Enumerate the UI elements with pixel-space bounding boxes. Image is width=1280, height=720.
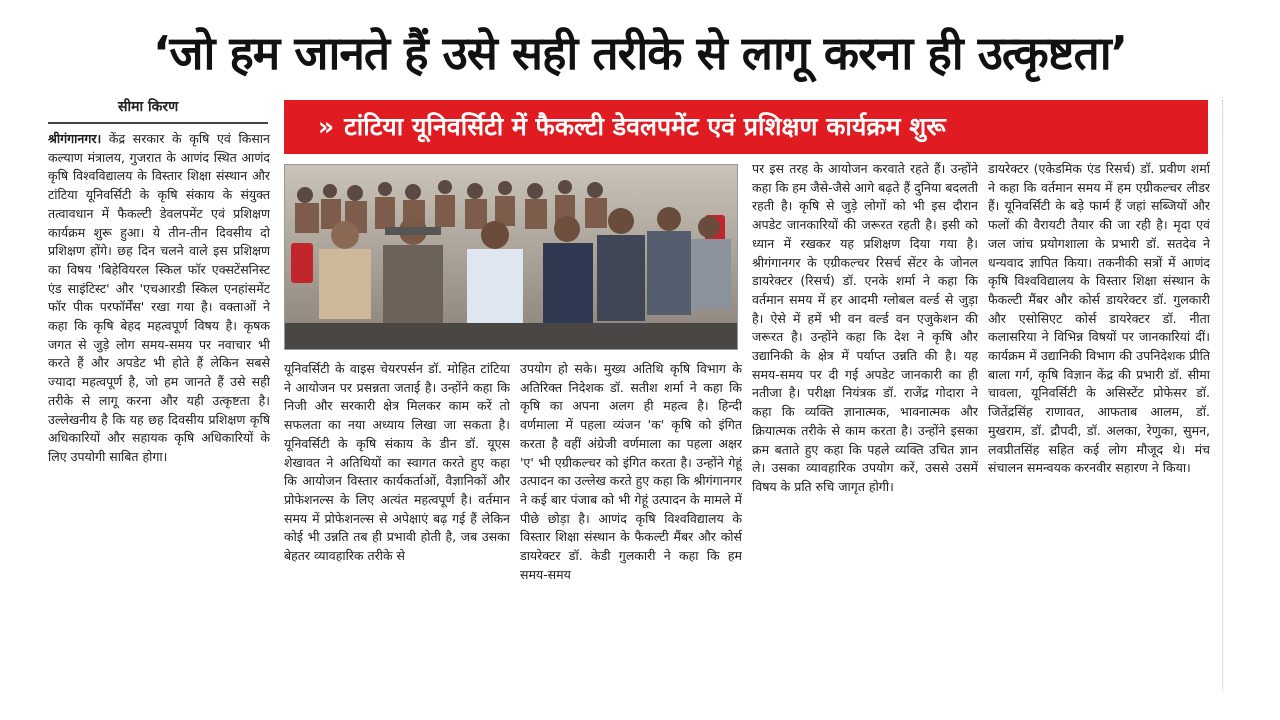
- audience-photo-icon: [285, 165, 737, 349]
- column-3-text: उपयोग हो सके। मुख्य अतिथि कृषि विभाग के अतिरिक्त निदेशक डॉ. सतीश शर्मा ने कहा कि कृषि का अपना अलग ही महत्व है। हिन्दी वर्णमाला में पहला व्यंजन 'क' कृषि को इंगित करता है वहीं अंग्रेजी वर्णमाला का पहला अक्षर 'ए' भी एग्रीकल्चर को इंगित करता है। उन्होंने गेहूं उत्पादन का उल्लेख करते हुए कहा कि श्रीगंगानगर ने कई बार पंजाब को भी गेहूं उत्पादन के मामले में पीछे छोड़ा है। आणंद कृषि विश्वविद्यालय के विस्तार शिक्षा संस्थान के फैकल्टी मैंबर और कोर्स डायरेक्टर डॉ. केडी गुलकारी ने कहा कि हम समय-समय: [520, 361, 742, 582]
- column-2-text: यूनिवर्सिटी के वाइस चेयरपर्सन डॉ. मोहित टांटिया ने आयोजन पर प्रसन्नता जताई है। उन्होंने कहा कि निजी और सरकारी क्षेत्र मिलकर काम करें तो सफलता का नया अध्याय लिखा जा सकता है। यूनिवर्सिटी के कृषि संकाय के डीन डॉ. यूएस शेखावत ने अतिथियों का स्वागत करते हुए कहा कि आयोजन विस्तार कार्यकर्ताओं, वैज्ञानिकों और प्रोफेशनल्स के लिए अत्यंत महत्वपूर्ण है। वर्तमान समय में प्रोफेशनल्स से अपेक्षाएं बढ़ गई हैं लेकिन कोई भी उन्नति तब ही प्रभावी होती है, जब उसका बेहतर व्यावहारिक तरीके से: [284, 361, 510, 564]
- byline-divider: [48, 122, 268, 124]
- article-column-1: [48, 130, 270, 692]
- column-1-text: केंद्र सरकार के कृषि एवं किसान कल्याण मंत्रालय, गुजरात के आणंद स्थित आणंद कृषि विश्वविद्यालय के विस्तार शिक्षा संस्थान और टांटिया यूनिवर्सिटी के कृषि संकाय के संयुक्त तत्वावधान में फैकल्टी डेवलपमेंट एवं प्रशिक्षण कार्यक्रम शुरू हुआ। ये तीन-तीन दिवसीय दो प्रशिक्षण होंगे। छह दिन चलने वाले इस प्रशिक्षण का विषय 'बिहेवियरल स्किल फॉर एक्सटेंसनिस्ट एंड साइंटिस्ट' और 'एचआरडी स्किल एनहांसमेंट फॉर पीक परफॉर्मेंस' रखा गया है। वक्ताओं ने कहा कि कृषि बेहद महत्वपूर्ण विषय है। कृषक जगत से जुड़े लोग समय-समय पर नवाचार भी करते हैं और अपडेट भी होते हैं लेकिन सबसे ज्यादा महत्वपूर्ण है, जो हम जानते हैं उसे सही तरीके से लागू करना और यही उत्कृष्टता है। उल्लेखनीय है कि यह छह दिवसीय प्रशिक्षण कृषि अधिकारियों और सहायक कृषि अधिकारियों के लिए उपयोगी साबित होगा।: [48, 131, 270, 464]
- column-5-text: डायरेक्टर (एकेडमिक एंड रिसर्च) डॉ. प्रवीण शर्मा ने कहा कि वर्तमान समय में हम एग्रीकल्चर लीडर हैं। यूनिवर्सिटी के बड़े फार्म हैं जहां सब्जियों और फलों की वैरायटी तैयार की जा रही है। मृदा एवं जल जांच प्रयोगशाला के प्रभारी डॉ. सतदेव ने धन्यवाद ज्ञापित किया। तकनीकी सत्रों में आणंद कृषि विश्वविद्यालय के विस्तार शिक्षा संस्थान के फैकल्टी मैंबर और कोर्स डायरेक्टर डॉ. गुलकारी और एसोसिएट कोर्स डायरेक्टर डॉ. नीता कलासरिया ने विभिन्न विषयों पर जानकारियां दीं। कार्यक्रम में उद्यानिकी विभाग की उपनिदेशक प्रीति बाला गर्ग, कृषि विज्ञान केंद्र की प्रभारी डॉ. सीमा चावला, यूनिवर्सिटी के असिस्टेंट प्रोफेसर डॉ. जितेंद्रसिंह राणावत, आफताब आलम, डॉ. मुखराम, डॉ. द्रौपदी, डॉ. अलका, रेणुका, सुमन, लवप्रीतसिंह सहित कई लोग मौजूद थे। मंच संचालन समन्वयक करनवीर सहारण ने किया।: [988, 161, 1210, 476]
- column-4-text: पर इस तरह के आयोजन करवाते रहते हैं। उन्होंने कहा कि हम जैसे-जैसे आगे बढ़ते हैं दुनिया बदलती रहती है। कृषि से जुड़े लोगों को भी इस दौरान अपडेट जानकारियों की जरूरत रहती है। इसी को ध्यान में रखकर यह प्रशिक्षण दिया गया है। श्रीगंगानगर के एग्रीकल्चर रिसर्च सेंटर के जोनल डायरेक्टर (रिसर्च) डॉ. एनके शर्मा ने कहा कि वर्तमान समय में हर आदमी ग्लोबल वर्ल्ड से जुड़ा है। ऐसे में हमें भी वन वर्ल्ड वन एजुकेशन की जरूरत है। उन्होंने कहा कि देश ने कृषि और उद्यानिकी के क्षेत्र में पर्याप्त उन्नति की है। यह समय-समय पर दी गई अपडेट जानकारी का ही नतीजा है। परीक्षा नियंत्रक डॉ. राजेंद्र गोदारा ने कहा कि व्यक्ति ज्ञानात्मक, भावनात्मक और क्रियात्मक तरीके से काम करता है। उन्होंने इसका क्रम बताते हुए कहा कि पहले व्यक्ति उचित ज्ञान ले। उसका व्यावहारिक उपयोग करें, उससे उसमें विषय के प्रति रुचि जागृत होगी।: [752, 161, 978, 494]
- article-column-5: [988, 160, 1210, 692]
- subheadline-text: टांटिया यूनिवर्सिटी में फैकल्टी डेवलपमेंट एवं प्रशिक्षण कार्यक्रम शुरू: [344, 112, 946, 141]
- event-photo: [284, 164, 738, 350]
- chevron-icon: »: [318, 112, 335, 141]
- page-edge-divider: [1222, 100, 1231, 690]
- subheadline-banner: [284, 100, 1208, 154]
- byline: सीमा किरण: [118, 99, 179, 115]
- dateline: श्रीगंगानगर।: [48, 131, 102, 146]
- headline: ‘जो हम जानते हैं उसे सही तरीके से लागू करना ही उत्कृष्टता’: [152, 26, 1128, 80]
- article-column-2: [284, 360, 510, 692]
- article-column-3: [520, 360, 742, 692]
- article-column-4: [752, 160, 978, 692]
